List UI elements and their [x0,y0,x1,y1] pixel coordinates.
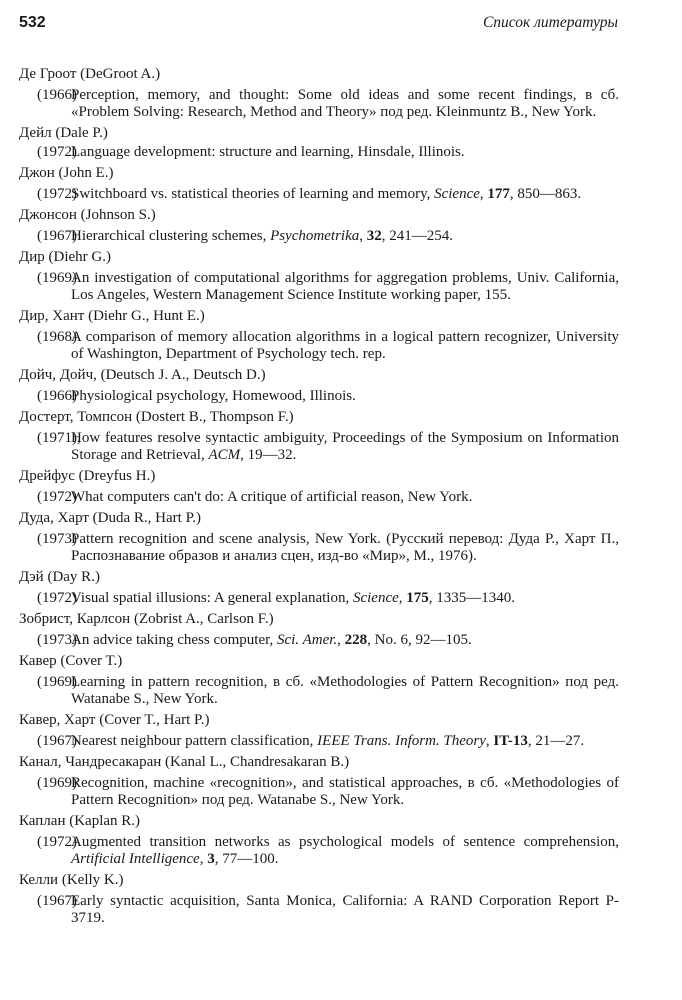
reference-author: Дир, Хант (Diehr G., Hunt E.) [19,308,205,324]
text-part: Hierarchical clustering schemes, [71,228,271,244]
reference-year: (1972) [37,144,77,160]
reference-entry [19,228,619,245]
reference-author: Достерт, Томпсон (Dostert B., Thompson F.) [19,409,294,425]
reference-author: Джонсон (Johnson S.) [19,207,156,223]
reference-text [71,632,619,649]
text-part: Visual spatial illusions: A general explanation, [71,590,353,606]
reference-entry [19,329,619,363]
reference-text: Perception, memory, and thought: Some old ideas and some recent findings, в сб. «Problem Solving: Research, Method and Theory» под ред. Kleinmuntz B., New York. [71,87,619,120]
reference-year: (1972) [37,489,77,505]
reference-entry [19,834,619,868]
reference-author: Дойч, Дойч, (Deutsch J. A., Deutsch D.) [19,367,266,383]
reference-entry [19,144,619,161]
text-part: , No. 6, 92—105. [367,632,472,648]
reference-year: (1969) [37,270,77,286]
reference-author: Кавер, Харт (Cover T., Hart P.) [19,712,210,728]
text-part: , [485,733,494,749]
reference-entry [19,430,619,464]
reference-author: Каплан (Kaplan R.) [19,813,141,829]
volume-number: 228 [344,632,368,648]
journal-title: Sci. Amer. [277,632,338,648]
reference-text: An investigation of computational algorithms for aggregation problems, Univ. California, Los Angeles, Western Management Science Institute working paper, 155. [71,270,619,303]
reference-author: Дрейфус (Dreyfus H.) [19,468,156,484]
reference-text: Physiological psychology, Homewood, Illinois. [71,388,356,404]
reference-text: Recognition, machine «recognition», and statistical approaches, в сб. «Methodologies of Pattern Recognition» под ред. Watanabe S., New York. [71,775,619,808]
reference-text [71,733,619,750]
reference-text [71,430,619,464]
reference-text: Pattern recognition and scene analysis, New York. (Русский перевод: Дуда Р., Харт П., Распознавание образов и анализ сцен, изд-во «Мир», М., 1976). [71,531,619,564]
text-part: , [199,851,208,867]
text-part: An advice taking chess computer, [71,632,278,648]
reference-author: Канал, Чандресакаран (Kanal L., Chandresakaran B.) [19,754,350,770]
text-part: , 1335—1340. [428,590,516,606]
journal-title: Science [434,186,480,202]
reference-author: Зобрист, Карлсон (Zobrist A., Carlson F.) [19,611,274,627]
reference-entry [19,388,619,405]
reference-text [71,590,619,607]
reference-list [19,62,619,927]
reference-author: Дир (Diehr G.) [19,249,111,265]
reference-text: Language development: structure and learning, Hinsdale, Illinois. [71,144,465,160]
volume-number: 175 [406,590,429,606]
text-part: , 850—863. [509,186,582,202]
reference-entry [19,270,619,304]
reference-year: (1967) [37,733,77,749]
reference-text [71,834,619,868]
reference-entry [19,893,619,927]
text-part: Augmented transition networks as psychological models of sentence comprehension, [71,834,619,850]
journal-title: Psychometrika [270,228,360,244]
volume-number: IT-13 [493,733,528,749]
text-part: , 21—27. [527,733,585,749]
reference-year: (1966) [37,388,77,404]
journal-title: Science [352,590,399,606]
reference-entry [19,775,619,809]
reference-author: Кавер (Cover T.) [19,653,123,669]
text-part: , 77—100. [214,851,279,867]
reference-author: Дейл (Dale P.) [19,125,108,141]
reference-entry [19,590,619,607]
reference-text: Early syntactic acquisition, Santa Monica, California: A RAND Corporation Report P-3719. [71,893,619,926]
text-part: , [479,186,488,202]
reference-entry [19,674,619,708]
text-part: Switchboard vs. statistical theories of learning and memory, [71,186,435,202]
running-title: Список литературы [482,14,618,31]
reference-text [71,228,619,245]
text-part: , [398,590,407,606]
reference-entry [19,733,619,750]
reference-text: A comparison of memory allocation algorithms in a logical pattern recognizer, University of Washington, Department of Psychology tech. rep. [71,329,619,362]
reference-entry [19,87,619,121]
reference-year: (1972) [37,590,77,606]
reference-entry [19,531,619,565]
journal-title: ACM [208,447,241,463]
volume-number: 3 [207,851,215,867]
reference-text: What computers can't do: A critique of artificial reason, New York. [71,489,473,505]
reference-year: (1973) [37,632,77,648]
page-number: 532 [19,14,46,31]
reference-entry [19,489,619,506]
page-header [19,14,618,36]
reference-entry [19,186,619,203]
text-part: , [359,228,367,244]
volume-number: 32 [366,228,382,244]
reference-author: Дуда, Харт (Duda R., Hart P.) [19,510,201,526]
journal-title: Artificial Intelligence [71,851,200,867]
reference-author: Келли (Kelly K.) [19,872,124,888]
text-part: , 19—32. [240,447,297,463]
reference-year: (1969) [37,775,77,791]
text-part: How features resolve syntactic ambiguity, Proceedings of the Symposium on Information Storage and Retrieval, [71,430,619,463]
reference-year: (1972) [37,834,77,850]
reference-year: (1968) [37,329,77,345]
text-part: , 241—254. [381,228,453,244]
reference-year: (1969) [37,674,77,690]
journal-title: IEEE Trans. Inform. Theory [317,733,486,749]
reference-year: (1967) [37,893,77,909]
text-part: , [337,632,345,648]
reference-text: Learning in pattern recognition, в сб. «Methodologies of Pattern Recognition» под ред. Watanabe S., New York. [71,674,619,707]
reference-year: (1966) [37,87,77,103]
reference-year: (1972) [37,186,77,202]
reference-year: (1973) [37,531,77,547]
reference-author: Джон (John E.) [19,165,114,181]
reference-year: (1967) [37,228,77,244]
reference-text [71,186,619,203]
reference-entry [19,632,619,649]
volume-number: 177 [487,186,510,202]
reference-year: (1971), [37,430,81,446]
reference-author: Де Гроот (DeGroot A.) [19,66,161,82]
reference-author: Дэй (Day R.) [19,569,100,585]
text-part: Nearest neighbour pattern classification, [71,733,318,749]
